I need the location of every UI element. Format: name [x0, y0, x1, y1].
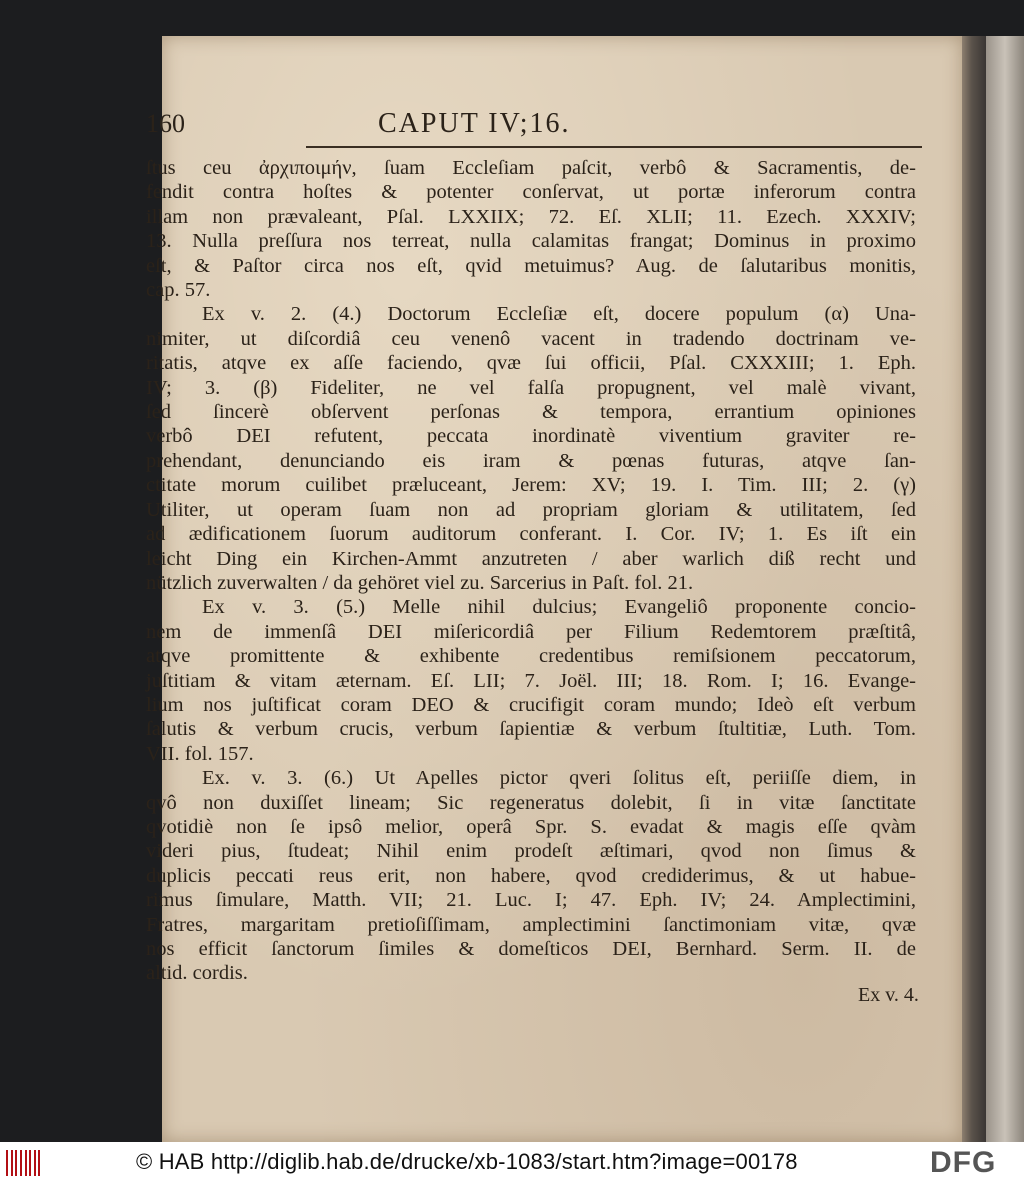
text-line: qvotidiè non ſe ipsô melior, operâ Spr. S. evadat & magis eſſe qvàm [146, 815, 916, 838]
text-line: Utiliter, ut operam ſuam non ad propriam gloriam & utilitatem, ſed [146, 498, 916, 521]
text-line: eſt, & Paſtor circa nos eſt, qvid metuimus? Aug. de ſalutaribus monitis, [146, 254, 916, 277]
text-line: lium nos juſtificat coram DEO & crucifigit coram mundo; Ideò eſt verbum [146, 693, 916, 716]
viewer-footer [0, 1142, 1024, 1182]
text-line: ſed ſincerè obſervent perſonas & tempora, errantium opiniones [146, 401, 916, 424]
catchword: Ex v. 4. [858, 984, 919, 1006]
barcode-icon [6, 1150, 40, 1176]
page-fold-shadow [962, 36, 986, 1142]
page-header [146, 108, 916, 148]
text-line: Ex v. 3. (5.) Melle nihil dulcius; Evangeliô proponente concio- [202, 596, 916, 619]
text-line: ritatis, atqve ex aſſe faciendo, qvæ ſui officii, Pſal. CXXXIII; 1. Eph. [146, 352, 916, 375]
text-line: nem de immenſâ DEI miſericordiâ per Filium Redemtorem præſtitâ, [146, 620, 916, 643]
text-line: duplicis peccati reus erit, non habere, qvod crediderimus, & ut habue- [146, 864, 916, 887]
text-line: nimiter, ut diſcordiâ ceu venenô vacent in tradendo doctrinam ve- [146, 327, 916, 350]
text-line: ſalutis & verbum crucis, verbum ſapientiæ & verbum ſtultitiæ, Luth. Tom. [146, 718, 916, 741]
next-page-edge [986, 36, 1024, 1142]
text-line: ſtus ceu ἀρχιποιμήν, ſuam Eccleſiam paſcit, verbô & Sacramentis, de- [146, 157, 916, 179]
header-rule [306, 146, 922, 148]
text-line: ctitate morum cuilibet præluceant, Jerem: XV; 19. I. Tim. III; 2. (γ) [146, 474, 916, 497]
text-line: atqve promittente & exhibente credentibus remiſsionem peccatorum, [146, 645, 916, 668]
text-line: Ex v. 2. (4.) Doctorum Eccleſiæ eſt, docere populum (α) Una- [202, 303, 916, 326]
text-line: qvô non duxiſſet lineam; Sic regeneratus dolebit, ſi in vitæ ſanctitate [146, 791, 916, 814]
text-line: Ex. v. 3. (6.) Ut Apelles pictor qveri ſolitus eſt, periiſſe diem, in [202, 767, 916, 790]
running-head: CAPUT IV;16. [378, 108, 571, 139]
text-line: illam non prævaleant, Pſal. LXXIIX; 72. Eſ. XLII; 11. Ezech. XXXIV; [146, 205, 916, 228]
source-link[interactable]: © HAB http://diglib.hab.de/drucke/xb-1083/start.htm?image=00178 [136, 1149, 798, 1174]
text-line: juſtitiam & vitam æternam. Eſ. LII; 7. Joël. III; 18. Rom. I; 16. Evange- [146, 669, 916, 692]
text-line: leicht Ding ein Kirchen-Ammt anzutreten / aber warlich diß recht und [146, 547, 916, 570]
page-number: 160 [146, 109, 185, 138]
text-line: cap. 57. [146, 279, 211, 302]
text-line: prehendant, denunciando eis iram & pœnas futuras, atqve ſan- [146, 449, 916, 472]
text-line: videri pius, ſtudeat; Nihil enim prodeſt æſtimari, qvod non ſimus & [146, 840, 916, 863]
text-line: fendit contra hoſtes & potenter conſervat, ut portæ inferorum contra [146, 181, 916, 204]
text-line: rimus ſimulare, Matth. VII; 21. Luc. I; 47. Eph. IV; 24. Amplectimini, [146, 889, 916, 912]
text-line: nützlich zuverwalten / da gehöret viel zu. Sarcerius in Paſt. fol. 21. [146, 571, 694, 594]
text-line: altid. cordis. [146, 962, 248, 985]
text-line: VII. fol. 157. [146, 742, 254, 765]
text-line: 13. Nulla preſſura nos terreat, nulla calamitas frangat; Dominus in proximo [146, 230, 916, 253]
text-line: Fratres, margaritam pretioſiſſimam, amplectimini ſanctimoniam vitæ, qvæ [146, 913, 916, 936]
text-line: ad ædificationem ſuorum auditorum conferant. I. Cor. IV; 1. Es iſt ein [146, 523, 916, 546]
text-line: nos efficit ſanctorum ſimiles & domeſticos DEI, Bernhard. Serm. II. de [146, 938, 916, 960]
dfg-logo: DFG [930, 1146, 997, 1179]
text-line: verbô DEI refutent, peccata inordinatè viventium graviter re- [146, 425, 916, 448]
page-body-text [146, 156, 916, 986]
text-line: IV; 3. (β) Fideliter, ne vel falſa propugnent, vel malè vivant, [146, 376, 916, 399]
